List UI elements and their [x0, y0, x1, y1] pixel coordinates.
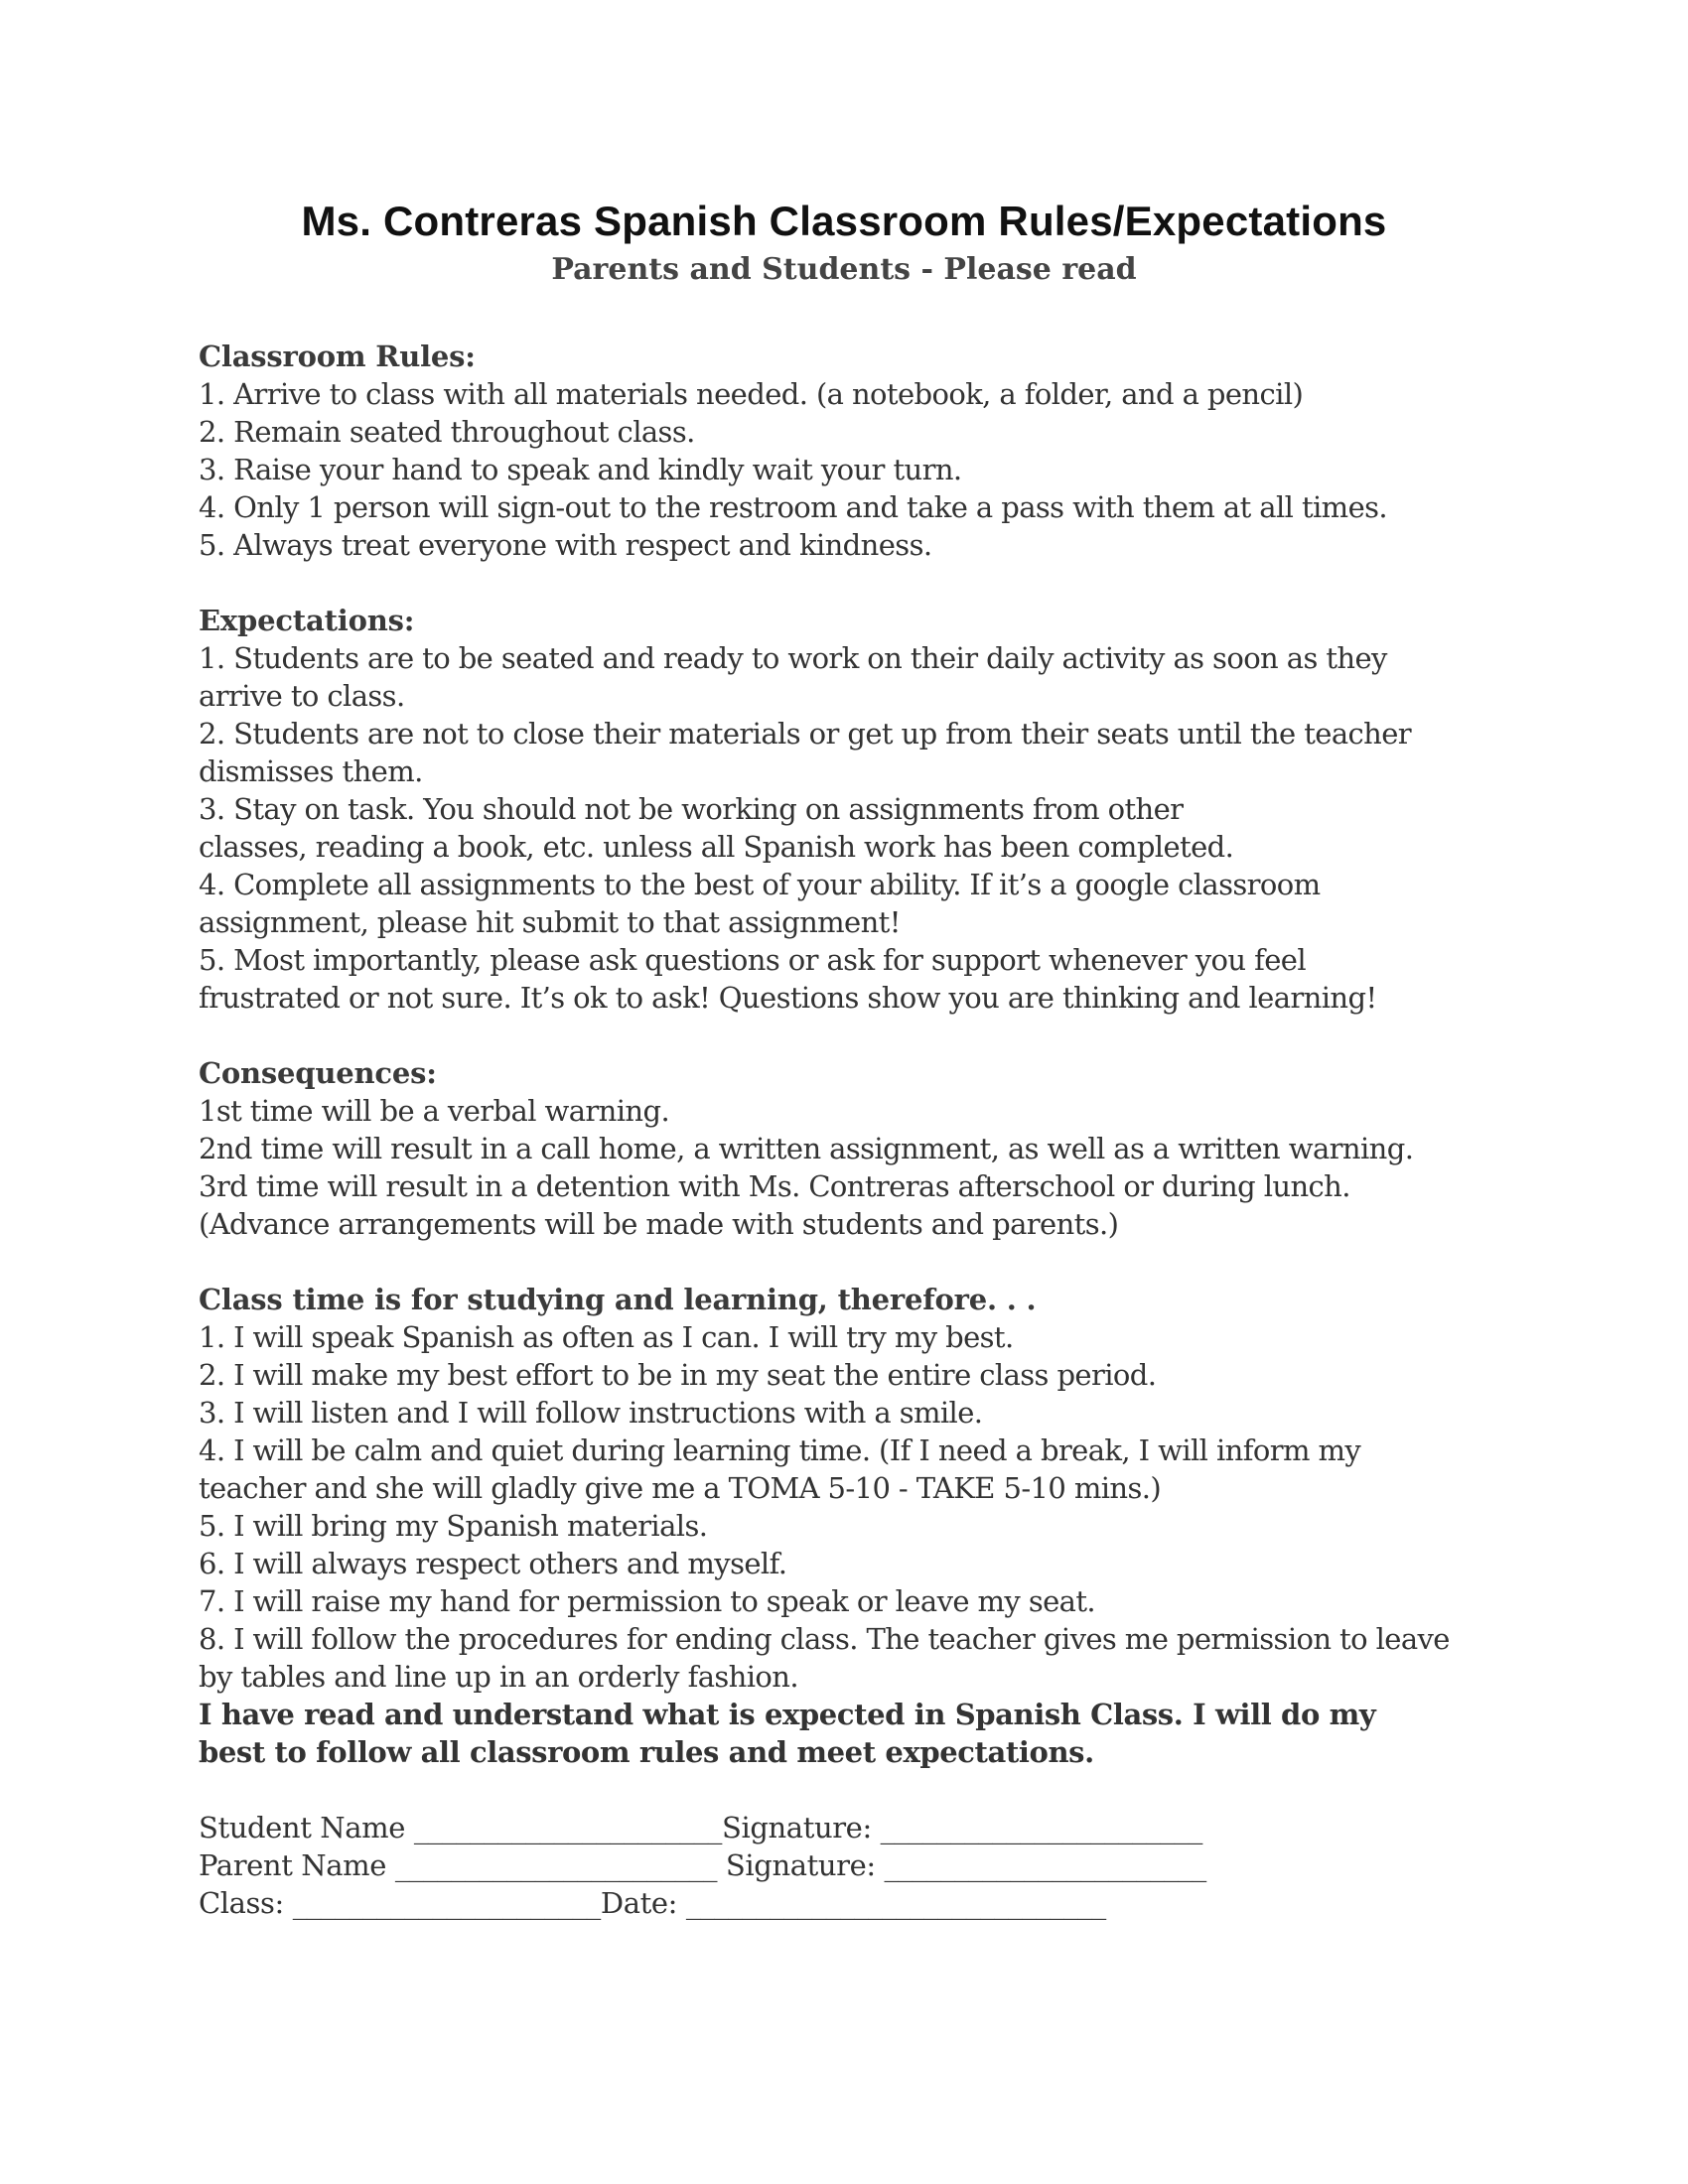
pledge-line: 7. I will raise my hand for permission to speak or leave my seat.	[199, 1584, 1096, 1618]
expectation-line: classes, reading a book, etc. unless all Spanish work has been completed.	[199, 830, 1234, 864]
class-date-row[interactable]: Class: ______________________Date: ______________________________	[199, 1886, 1106, 1920]
pledge-line: 5. I will bring my Spanish materials.	[199, 1509, 708, 1543]
expectation-line: 5. Most importantly, please ask questions or ask for support whenever you feel	[199, 943, 1306, 977]
student-signature-row[interactable]: Student Name ______________________Signature: _______________________	[199, 1811, 1202, 1844]
consequence-line: 3rd time will result in a detention with Ms. Contreras afterschool or during lunch.	[199, 1169, 1350, 1203]
classroom-rules-section	[199, 338, 1509, 564]
rule-item: 1. Arrive to class with all materials needed. (a notebook, a folder, and a pencil)	[199, 377, 1304, 411]
expectation-line: dismisses them.	[199, 754, 423, 788]
classroom-rules-heading: Classroom Rules:	[199, 340, 476, 373]
consequence-line: 2nd time will result in a call home, a written assignment, as well as a written warning.	[199, 1132, 1414, 1165]
pledge-heading: Class time is for studying and learning, therefore. . .	[199, 1283, 1037, 1316]
acknowledgement-line: I have read and understand what is expected in Spanish Class. I will do my	[199, 1698, 1376, 1731]
pledge-line: by tables and line up in an orderly fashion.	[199, 1660, 798, 1694]
page-subtitle: Parents and Students - Please read	[551, 252, 1137, 287]
rule-item: 5. Always treat everyone with respect and kindness.	[199, 528, 932, 562]
rule-item: 2. Remain seated throughout class.	[199, 415, 695, 449]
pledge-line: 6. I will always respect others and myself.	[199, 1547, 787, 1580]
expectations-heading: Expectations:	[199, 604, 415, 637]
title-block	[0, 195, 1688, 290]
pledge-line: 2. I will make my best effort to be in my seat the entire class period.	[199, 1358, 1157, 1392]
expectation-line: frustrated or not sure. It’s ok to ask! Questions show you are thinking and learning!	[199, 981, 1377, 1015]
pledge-line: 4. I will be calm and quiet during learning time. (If I need a break, I will inform my	[199, 1433, 1361, 1467]
expectation-line: arrive to class.	[199, 679, 405, 713]
consequences-heading: Consequences:	[199, 1056, 437, 1090]
expectation-line: 3. Stay on task. You should not be working on assignments from other	[199, 792, 1184, 826]
consequence-line: 1st time will be a verbal warning.	[199, 1094, 670, 1128]
consequence-line: (Advance arrangements will be made with students and parents.)	[199, 1207, 1119, 1241]
pledge-line: 8. I will follow the procedures for ending class. The teacher gives me permission to leave	[199, 1622, 1450, 1656]
pledge-line: 1. I will speak Spanish as often as I can. I will try my best.	[199, 1320, 1014, 1354]
expectations-section	[199, 602, 1509, 1017]
pledge-section	[199, 1281, 1509, 1771]
expectation-line: assignment, please hit submit to that assignment!	[199, 905, 901, 939]
rule-item: 3. Raise your hand to speak and kindly wait your turn.	[199, 453, 962, 486]
pledge-line: 3. I will listen and I will follow instructions with a smile.	[199, 1396, 983, 1430]
consequences-section	[199, 1054, 1509, 1243]
pledge-line: teacher and she will gladly give me a TOMA 5-10 - TAKE 5-10 mins.)	[199, 1471, 1162, 1505]
parent-signature-row[interactable]: Parent Name _______________________ Signature: _______________________	[199, 1848, 1206, 1882]
expectation-line: 2. Students are not to close their materials or get up from their seats until the teacher	[199, 717, 1412, 751]
rule-item: 4. Only 1 person will sign-out to the restroom and take a pass with them at all times.	[199, 490, 1388, 524]
expectation-line: 1. Students are to be seated and ready to work on their daily activity as soon as they	[199, 641, 1387, 675]
acknowledgement-line: best to follow all classroom rules and meet expectations.	[199, 1735, 1094, 1769]
page-title: Ms. Contreras Spanish Classroom Rules/Expectations	[301, 198, 1387, 244]
expectation-line: 4. Complete all assignments to the best of your ability. If it’s a google classroom	[199, 868, 1321, 901]
signature-block	[199, 1809, 1509, 1922]
document-body	[199, 338, 1509, 1922]
